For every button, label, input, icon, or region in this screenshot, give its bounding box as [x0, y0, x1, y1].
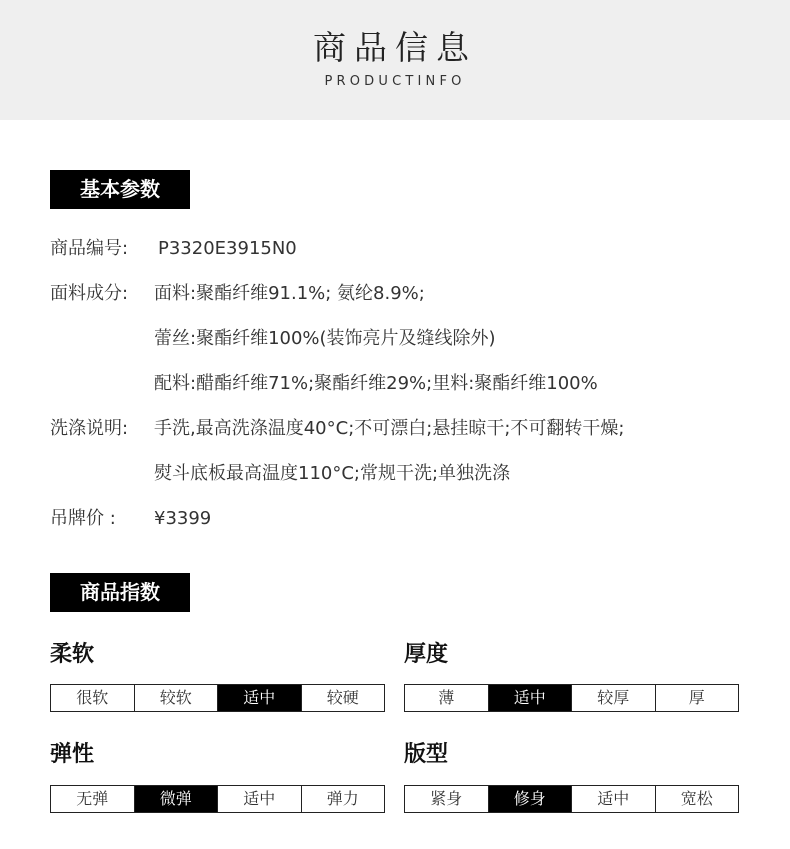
fabric-line: 面料:聚酯纤维91.1%; 氨纶8.9%;: [154, 283, 425, 304]
scale-option: 弹力: [326, 789, 359, 808]
index-title-thickness: 厚度: [404, 642, 449, 667]
scale-option: 厚: [688, 688, 705, 707]
wash-label: 洗涤说明:: [50, 418, 129, 439]
fabric-line: 配料:醋酯纤维71%;聚酯纤维29%;里料:聚酯纤维100%: [154, 373, 598, 394]
scale-option: 较硬: [326, 688, 359, 707]
page-subtitle: PRODUCTINFO: [324, 74, 466, 89]
wash-line: 手洗,最高洗涤温度40°C;不可漂白;悬挂晾干;不可翻转干燥;: [154, 418, 625, 439]
index-title-softness: 柔软: [50, 642, 95, 667]
section-tag-basic: 基本参数: [50, 170, 190, 209]
scale-option-selected: 微弹: [135, 786, 219, 812]
scale-option: 适中: [218, 786, 302, 812]
page-header: [0, 0, 790, 120]
scale-option-selected: 适中: [218, 685, 302, 711]
elasticity-scale: [50, 785, 385, 813]
scale-option: 较软: [135, 685, 219, 711]
scale-option: 紧身: [405, 786, 489, 812]
product-code-value: P3320E3915N0: [158, 238, 297, 259]
scale-option: 很软: [51, 685, 135, 711]
index-title-elasticity: 弹性: [50, 742, 95, 767]
scale-option: 无弹: [51, 786, 135, 812]
section-tag-index: 商品指数: [50, 573, 190, 612]
price-value: ¥3399: [154, 508, 212, 529]
fabric-label: 面料成分:: [50, 283, 129, 304]
scale-option: 薄: [405, 685, 489, 711]
fabric-line: 蕾丝:聚酯纤维100%(装饰亮片及缝线除外): [154, 328, 496, 349]
wash-line: 熨斗底板最高温度110°C;常规干洗;单独洗涤: [154, 463, 511, 484]
scale-option: 较厚: [572, 685, 656, 711]
softness-scale: [50, 684, 385, 712]
price-label: 吊牌价 :: [50, 508, 116, 529]
product-code-label: 商品编号:: [50, 238, 129, 259]
scale-option-selected: 修身: [489, 786, 573, 812]
page-title: 商品信息: [313, 28, 477, 67]
scale-option: 适中: [572, 786, 656, 812]
index-title-fit: 版型: [404, 742, 449, 767]
scale-option-selected: 适中: [489, 685, 573, 711]
scale-option: 宽松: [680, 789, 713, 808]
thickness-scale: [404, 684, 739, 712]
fit-scale: [404, 785, 739, 813]
